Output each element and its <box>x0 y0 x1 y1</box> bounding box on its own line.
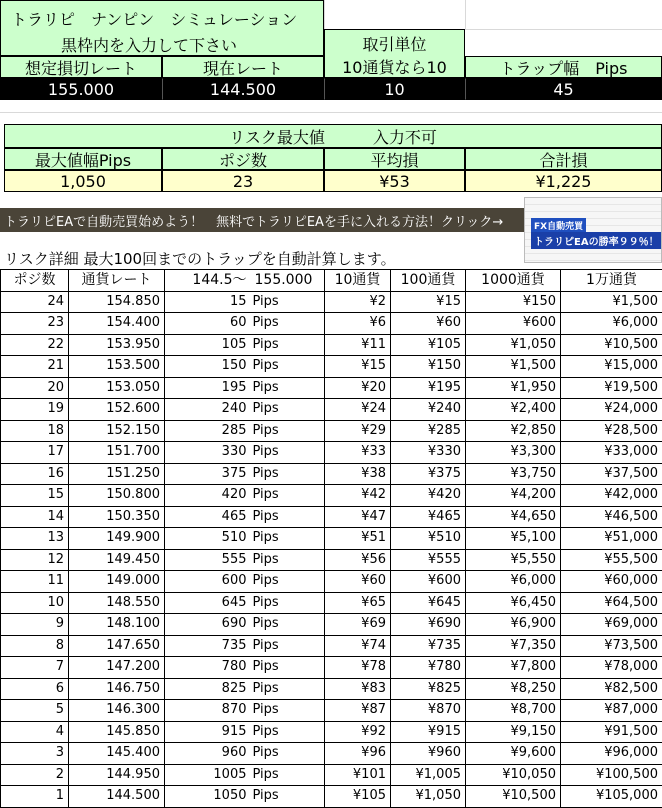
table-cell: Pips <box>251 334 325 356</box>
detail-caption: リスク詳細 最大100回までのトラップを自動計算します。 <box>4 248 396 269</box>
table-row <box>1 678 662 700</box>
table-cell: 152.150 <box>69 420 165 442</box>
table-cell: 285 <box>165 420 251 442</box>
table-cell: 18 <box>1 420 69 442</box>
table-cell: ¥2,400 <box>466 399 561 421</box>
table-row <box>1 571 662 593</box>
table-cell: 330 <box>165 442 251 464</box>
table-cell: ¥960 <box>391 743 466 765</box>
table-cell: ¥105 <box>325 786 391 808</box>
table-cell: Pips <box>251 657 325 679</box>
table-cell: ¥150 <box>466 291 561 313</box>
table-row <box>1 420 662 442</box>
table-cell: ¥69,000 <box>561 614 662 636</box>
table-cell: 780 <box>165 657 251 679</box>
table-cell: Pips <box>251 485 325 507</box>
max-width-value: 1,050 <box>4 170 162 192</box>
table-cell: 240 <box>165 399 251 421</box>
table-row <box>1 334 662 356</box>
table-cell: ¥7,350 <box>466 635 561 657</box>
trap-width-input[interactable]: 45 <box>465 78 662 100</box>
table-cell: ¥8,700 <box>466 700 561 722</box>
table-cell: ¥5,100 <box>466 528 561 550</box>
table-cell: 149.450 <box>69 549 165 571</box>
table-cell: ¥6 <box>325 313 391 335</box>
table-cell: ¥19,500 <box>561 377 662 399</box>
table-cell: ¥1,050 <box>466 334 561 356</box>
table-cell: 870 <box>165 700 251 722</box>
table-cell: ¥330 <box>391 442 466 464</box>
table-row <box>1 743 662 765</box>
table-cell: ¥73,500 <box>561 635 662 657</box>
table-cell: ¥15,000 <box>561 356 662 378</box>
table-row <box>1 549 662 571</box>
table-cell: Pips <box>251 442 325 464</box>
current-rate-input[interactable]: 144.500 <box>162 78 324 100</box>
table-cell: 735 <box>165 635 251 657</box>
instruction-text: 黒枠内を入力して下さい <box>61 33 237 56</box>
table-cell: ¥870 <box>391 700 466 722</box>
table-cell: ¥46,500 <box>561 506 662 528</box>
table-cell: 14 <box>1 506 69 528</box>
table-cell: ¥11 <box>325 334 391 356</box>
table-cell: ¥1,500 <box>466 356 561 378</box>
table-cell: ¥82,500 <box>561 678 662 700</box>
table-cell: ¥42,000 <box>561 485 662 507</box>
table-cell: 151.250 <box>69 463 165 485</box>
col-header: 通貨レート <box>69 270 165 292</box>
risk-detail-table <box>0 269 662 808</box>
table-cell: 144.950 <box>69 764 165 786</box>
table-cell: Pips <box>251 592 325 614</box>
table-cell: ¥2,850 <box>466 420 561 442</box>
table-cell: ¥96,000 <box>561 743 662 765</box>
gridline <box>324 0 325 30</box>
col-header: 100通貨 <box>391 270 466 292</box>
table-cell: Pips <box>251 506 325 528</box>
table-cell: Pips <box>251 463 325 485</box>
table-cell: ¥105,000 <box>561 786 662 808</box>
table-row <box>1 614 662 636</box>
table-cell: 13 <box>1 528 69 550</box>
table-cell: ¥5,550 <box>466 549 561 571</box>
table-cell: 2 <box>1 764 69 786</box>
table-cell: Pips <box>251 786 325 808</box>
total-loss-label: 合計損 <box>465 148 662 170</box>
table-cell: 21 <box>1 356 69 378</box>
table-cell: 195 <box>165 377 251 399</box>
table-cell: 11 <box>1 571 69 593</box>
table-row <box>1 700 662 722</box>
table-row <box>1 657 662 679</box>
table-cell: Pips <box>251 399 325 421</box>
col-header: 1000通貨 <box>466 270 561 292</box>
table-cell: ¥15 <box>391 291 466 313</box>
table-cell: ¥10,500 <box>466 786 561 808</box>
table-cell: ¥60 <box>391 313 466 335</box>
unit-label-top <box>324 29 465 56</box>
table-cell: 1 <box>1 786 69 808</box>
table-row <box>1 313 662 335</box>
title-block <box>0 0 324 56</box>
max-width-label: 最大値幅Pips <box>4 148 162 170</box>
table-cell: ¥6,000 <box>466 571 561 593</box>
table-cell: ¥60,000 <box>561 571 662 593</box>
table-cell: ¥33,000 <box>561 442 662 464</box>
table-cell: Pips <box>251 549 325 571</box>
table-cell: ¥645 <box>391 592 466 614</box>
col-header: 1万通貨 <box>561 270 662 292</box>
table-cell: Pips <box>251 571 325 593</box>
table-cell: ¥4,200 <box>466 485 561 507</box>
table-cell: 150.350 <box>69 506 165 528</box>
table-cell: ¥9,150 <box>466 721 561 743</box>
table-cell: ¥42 <box>325 485 391 507</box>
table-cell: 915 <box>165 721 251 743</box>
table-cell: ¥420 <box>391 485 466 507</box>
table-cell: 8 <box>1 635 69 657</box>
table-cell: 153.500 <box>69 356 165 378</box>
table-row <box>1 291 662 313</box>
table-cell: 16 <box>1 463 69 485</box>
table-cell: ¥465 <box>391 506 466 528</box>
table-cell: ¥780 <box>391 657 466 679</box>
col-header: 144.5～ <box>165 270 251 292</box>
table-row <box>1 442 662 464</box>
table-cell: 6 <box>1 678 69 700</box>
table-cell: ¥10,050 <box>466 764 561 786</box>
table-cell: ¥92 <box>325 721 391 743</box>
table-cell: ¥96 <box>325 743 391 765</box>
table-row <box>1 721 662 743</box>
table-cell: 146.750 <box>69 678 165 700</box>
table-cell: ¥6,450 <box>466 592 561 614</box>
unit-input[interactable]: 10 <box>324 78 465 100</box>
col-header: ポジ数 <box>1 270 69 292</box>
table-cell: ¥1,950 <box>466 377 561 399</box>
table-cell: 153.950 <box>69 334 165 356</box>
table-cell: ¥825 <box>391 678 466 700</box>
gridline <box>0 112 662 113</box>
table-cell: 105 <box>165 334 251 356</box>
table-cell: 17 <box>1 442 69 464</box>
table-cell: ¥6,900 <box>466 614 561 636</box>
table-row <box>1 592 662 614</box>
table-cell: 149.900 <box>69 528 165 550</box>
table-cell: ¥1,500 <box>561 291 662 313</box>
table-cell: Pips <box>251 743 325 765</box>
table-cell: 600 <box>165 571 251 593</box>
table-cell: 147.200 <box>69 657 165 679</box>
table-cell: ¥6,000 <box>561 313 662 335</box>
trap-width-label: トラップ幅 Pips <box>465 56 662 78</box>
table-cell: 149.000 <box>69 571 165 593</box>
table-cell: ¥10,500 <box>561 334 662 356</box>
thumbnail-caption-2: トラリピEAの勝率９９％！ <box>531 232 662 249</box>
table-cell: 154.850 <box>69 291 165 313</box>
table-cell: Pips <box>251 700 325 722</box>
table-cell: 20 <box>1 377 69 399</box>
table-cell: ¥74 <box>325 635 391 657</box>
table-cell: Pips <box>251 764 325 786</box>
table-cell: 148.100 <box>69 614 165 636</box>
table-cell: ¥105 <box>391 334 466 356</box>
table-cell: ¥65 <box>325 592 391 614</box>
table-cell: 150.800 <box>69 485 165 507</box>
table-cell: ¥56 <box>325 549 391 571</box>
table-cell: 146.300 <box>69 700 165 722</box>
table-cell: ¥64,500 <box>561 592 662 614</box>
table-cell: ¥47 <box>325 506 391 528</box>
table-cell: ¥83 <box>325 678 391 700</box>
table-cell: 15 <box>1 485 69 507</box>
table-cell: 154.400 <box>69 313 165 335</box>
table-cell: 23 <box>1 313 69 335</box>
table-cell: 510 <box>165 528 251 550</box>
table-cell: 375 <box>165 463 251 485</box>
table-cell: Pips <box>251 313 325 335</box>
table-cell: ¥240 <box>391 399 466 421</box>
positions-label: ポジ数 <box>162 148 324 170</box>
table-cell: 5 <box>1 700 69 722</box>
table-cell: ¥375 <box>391 463 466 485</box>
table-cell: ¥600 <box>466 313 561 335</box>
table-row <box>1 786 662 808</box>
table-cell: 7 <box>1 657 69 679</box>
col-header: 155.000 <box>251 270 325 292</box>
table-cell: 465 <box>165 506 251 528</box>
table-header-row <box>1 270 662 292</box>
table-cell: 555 <box>165 549 251 571</box>
table-cell: 153.050 <box>69 377 165 399</box>
table-cell: 151.700 <box>69 442 165 464</box>
stop-loss-input[interactable]: 155.000 <box>0 78 162 100</box>
table-cell: ¥1,005 <box>391 764 466 786</box>
table-cell: Pips <box>251 377 325 399</box>
table-cell: Pips <box>251 291 325 313</box>
table-cell: 148.550 <box>69 592 165 614</box>
table-cell: 1050 <box>165 786 251 808</box>
col-header: 10通貨 <box>325 270 391 292</box>
current-rate-label: 現在レート <box>162 56 324 78</box>
table-cell: ¥69 <box>325 614 391 636</box>
gridline <box>465 0 466 30</box>
table-cell: ¥15 <box>325 356 391 378</box>
table-cell: ¥38 <box>325 463 391 485</box>
table-cell: 150 <box>165 356 251 378</box>
table-cell: 1005 <box>165 764 251 786</box>
table-cell: ¥100,500 <box>561 764 662 786</box>
table-cell: 10 <box>1 592 69 614</box>
table-cell: 60 <box>165 313 251 335</box>
gridline <box>465 29 662 30</box>
table-row <box>1 764 662 786</box>
table-cell: ¥1,050 <box>391 786 466 808</box>
page-title: トラリピ ナンピン シミュレーション <box>11 7 297 30</box>
table-cell: ¥9,600 <box>466 743 561 765</box>
table-cell: 690 <box>165 614 251 636</box>
table-cell: ¥735 <box>391 635 466 657</box>
table-cell: ¥87,000 <box>561 700 662 722</box>
unit-label-line1: 取引単位 <box>325 30 464 56</box>
table-cell: ¥91,500 <box>561 721 662 743</box>
table-cell: 420 <box>165 485 251 507</box>
total-loss-value: ¥1,225 <box>465 170 662 192</box>
table-cell: ¥101 <box>325 764 391 786</box>
table-row <box>1 463 662 485</box>
table-cell: ¥78 <box>325 657 391 679</box>
table-cell: ¥60 <box>325 571 391 593</box>
table-cell: ¥3,750 <box>466 463 561 485</box>
table-cell: ¥55,500 <box>561 549 662 571</box>
table-row <box>1 506 662 528</box>
table-cell: ¥555 <box>391 549 466 571</box>
table-cell: ¥150 <box>391 356 466 378</box>
table-cell: 22 <box>1 334 69 356</box>
table-cell: 19 <box>1 399 69 421</box>
table-cell: 4 <box>1 721 69 743</box>
table-cell: Pips <box>251 721 325 743</box>
table-cell: ¥28,500 <box>561 420 662 442</box>
table-cell: 3 <box>1 743 69 765</box>
table-cell: ¥29 <box>325 420 391 442</box>
table-cell: Pips <box>251 420 325 442</box>
table-row <box>1 377 662 399</box>
table-cell: 15 <box>165 291 251 313</box>
table-cell: 147.650 <box>69 635 165 657</box>
table-cell: 24 <box>1 291 69 313</box>
table-cell: ¥4,650 <box>466 506 561 528</box>
risk-summary-title: リスク最大値 入力不可 <box>4 124 662 148</box>
table-cell: 825 <box>165 678 251 700</box>
table-cell: ¥7,800 <box>466 657 561 679</box>
table-cell: ¥510 <box>391 528 466 550</box>
table-cell: 645 <box>165 592 251 614</box>
table-cell: ¥3,300 <box>466 442 561 464</box>
table-cell: ¥600 <box>391 571 466 593</box>
table-row <box>1 399 662 421</box>
table-cell: ¥87 <box>325 700 391 722</box>
table-cell: ¥78,000 <box>561 657 662 679</box>
table-cell: 145.850 <box>69 721 165 743</box>
table-cell: ¥2 <box>325 291 391 313</box>
unit-label-bottom: 10通貨なら10 <box>324 56 465 78</box>
table-row <box>1 485 662 507</box>
table-cell: 152.600 <box>69 399 165 421</box>
table-cell: ¥20 <box>325 377 391 399</box>
table-cell: ¥24,000 <box>561 399 662 421</box>
table-cell: ¥33 <box>325 442 391 464</box>
table-cell: ¥51,000 <box>561 528 662 550</box>
table-cell: ¥51 <box>325 528 391 550</box>
avg-loss-value: ¥53 <box>324 170 465 192</box>
table-cell: ¥37,500 <box>561 463 662 485</box>
table-cell: ¥915 <box>391 721 466 743</box>
table-cell: Pips <box>251 614 325 636</box>
table-cell: Pips <box>251 528 325 550</box>
table-row <box>1 635 662 657</box>
table-cell: Pips <box>251 635 325 657</box>
table-cell: 144.500 <box>69 786 165 808</box>
thumbnail-caption-1: FX自動売買 <box>531 218 586 233</box>
table-cell: Pips <box>251 678 325 700</box>
avg-loss-label: 平均損 <box>324 148 465 170</box>
table-cell: ¥8,250 <box>466 678 561 700</box>
table-cell: ¥690 <box>391 614 466 636</box>
table-cell: ¥195 <box>391 377 466 399</box>
table-cell: ¥24 <box>325 399 391 421</box>
table-row <box>1 528 662 550</box>
table-cell: 960 <box>165 743 251 765</box>
table-cell: ¥285 <box>391 420 466 442</box>
stop-loss-label: 想定損切レート <box>0 56 162 78</box>
table-cell: Pips <box>251 356 325 378</box>
positions-value: 23 <box>162 170 324 192</box>
table-cell: 12 <box>1 549 69 571</box>
promo-banner-text: トラリピEAで自動売買始めよう！ 無料でトラリピEAを手に入れる方法！クリック→ <box>4 211 503 230</box>
table-row <box>1 356 662 378</box>
table-cell: 9 <box>1 614 69 636</box>
table-cell: 145.400 <box>69 743 165 765</box>
promo-thumbnail[interactable] <box>524 197 662 263</box>
